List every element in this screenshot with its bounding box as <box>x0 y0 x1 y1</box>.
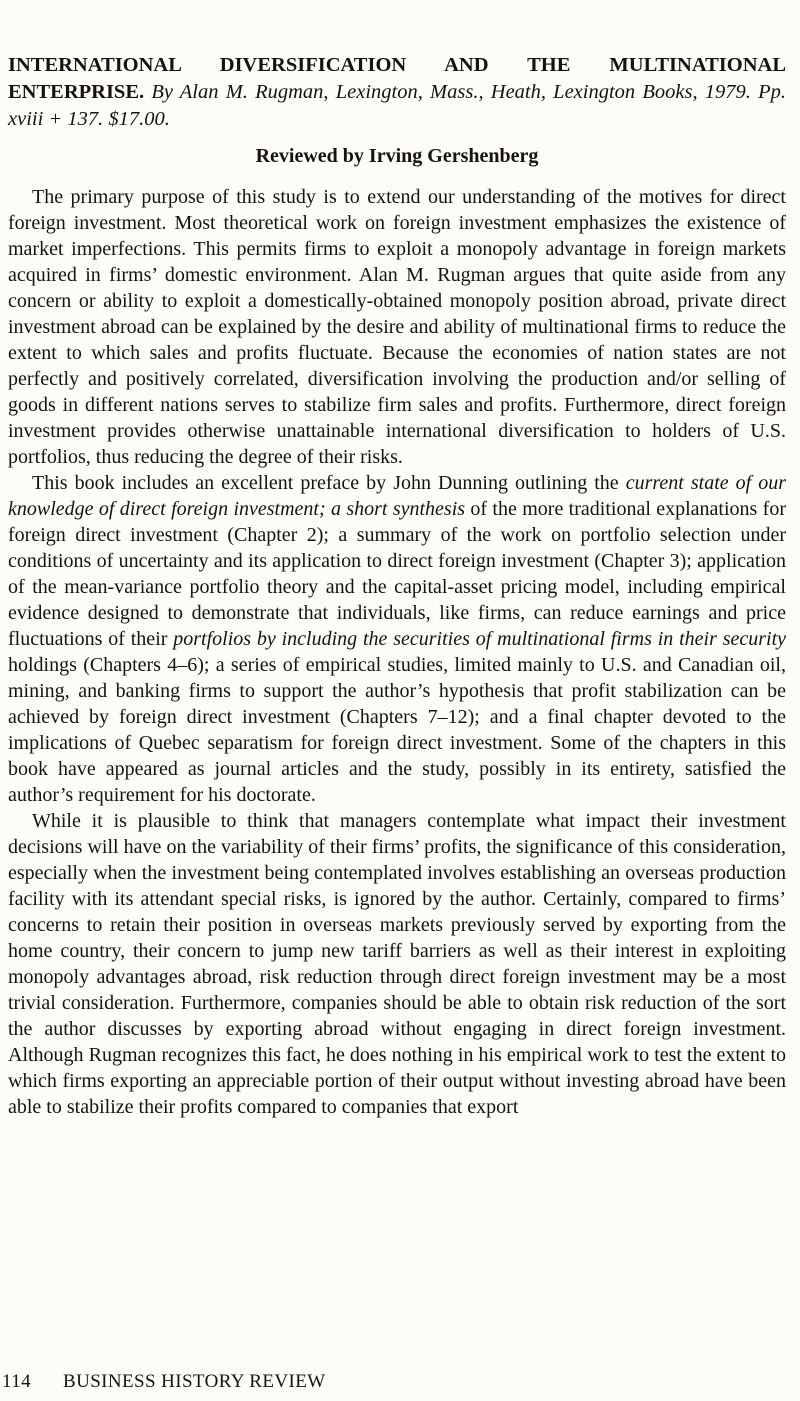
text-run: holdings (Chapters 4–6); a series of empirical studies, limited mainly to U.S. and Canadian oil, mining, and banking firms to support the author’s hypothesis that profit stabilization can be achieved by foreign direct investment (Chapters 7–12); and a final chapter devoted to the implications of Quebec separatism for foreign direct investment. Some of the chapters in this book have appeared as journal articles and the study, possibly in its entirety, satisfied the author’s requirement for his doctorate. <box>8 654 786 806</box>
paragraph-2 <box>8 470 786 808</box>
journal-title: BUSINESS HISTORY REVIEW <box>63 1371 326 1392</box>
text-run: While it is plausible to think that managers contemplate what impact their investment decisions will have on the variability of their firms’ profits, the significance of this consideration, especially when the investment being contemplated involves establishing an overseas production facility with its attendant special risks, is ignored by the author. Certainly, compared to firms’ concerns to retain their position in overseas markets previously served by exporting from the home country, their concern to jump new tariff barriers as well as their interest in exploiting monopoly advantages abroad, risk reduction through direct foreign investment may be a most trivial consideration. Furthermore, companies should be able to obtain risk reduction of the sort the author discusses by exporting abroad without engaging in direct foreign investment. Although Rugman recognizes this fact, he does nothing in his empirical work to test the extent to which firms exporting an appreciable portion of their output without investing abroad have been able to stabilize their profits compared to companies that export <box>8 810 786 1118</box>
text-run: of the more traditional explanations for foreign direct investment (Chapter 2); a summary of the work on portfolio selection under conditions of uncertainty and its application to direct foreign investment (Chapter 3); application of the mean-variance portfolio theory and the capital-asset pricing model, including empirical evidence designed to demonstrate that individuals, like firms, can reduce earnings and price fluctuations of their <box>8 498 786 650</box>
review-citation <box>8 52 786 133</box>
book-title: INTERNATIONAL DIVERSIFICATION AND THE MULTINATIONAL ENTERPRISE. <box>8 54 786 103</box>
text-run: The primary purpose of this study is to extend our understanding of the motives for direct foreign investment. Most theoretical work on foreign investment emphasizes the existence of market imperfections. This permits firms to exploit a monopoly advantage in foreign markets acquired in firms’ domestic environment. Alan M. Rugman argues that quite aside from any concern or ability to exploit a domestically-obtained monopoly position abroad, private direct investment abroad can be explained by the desire and ability of multinational firms to reduce the extent to which sales and profits fluctuate. Because the economies of nation states are not perfectly and positively correlated, diversification involving the production and/or selling of goods in different nations serves to stabilize firm sales and profits. Furthermore, direct foreign investment provides otherwise unattainable international diversification to holders of U.S. portfolios, thus reducing the degree of their risks. <box>8 186 786 468</box>
text-run-italic: portfolios by including the securities of multinational firms in their security <box>173 628 787 650</box>
reviewer-byline: Reviewed by Irving Gershenberg <box>255 145 539 167</box>
text-run-italic: current state of our knowledge of direct foreign investment; a short synthesis <box>8 472 786 520</box>
paragraph-1 <box>8 184 786 470</box>
page-footer <box>2 1371 326 1393</box>
text-run: This book includes an excellent preface by John Dunning outlining the <box>32 472 626 494</box>
review-body <box>8 184 786 1120</box>
page-number: 114 <box>2 1371 31 1392</box>
paragraph-3 <box>8 808 786 1120</box>
book-citation-details: By Alan M. Rugman, Lexington, Mass., Heath, Lexington Books, 1979. Pp. xviii + 137. $17.00. <box>8 81 786 130</box>
